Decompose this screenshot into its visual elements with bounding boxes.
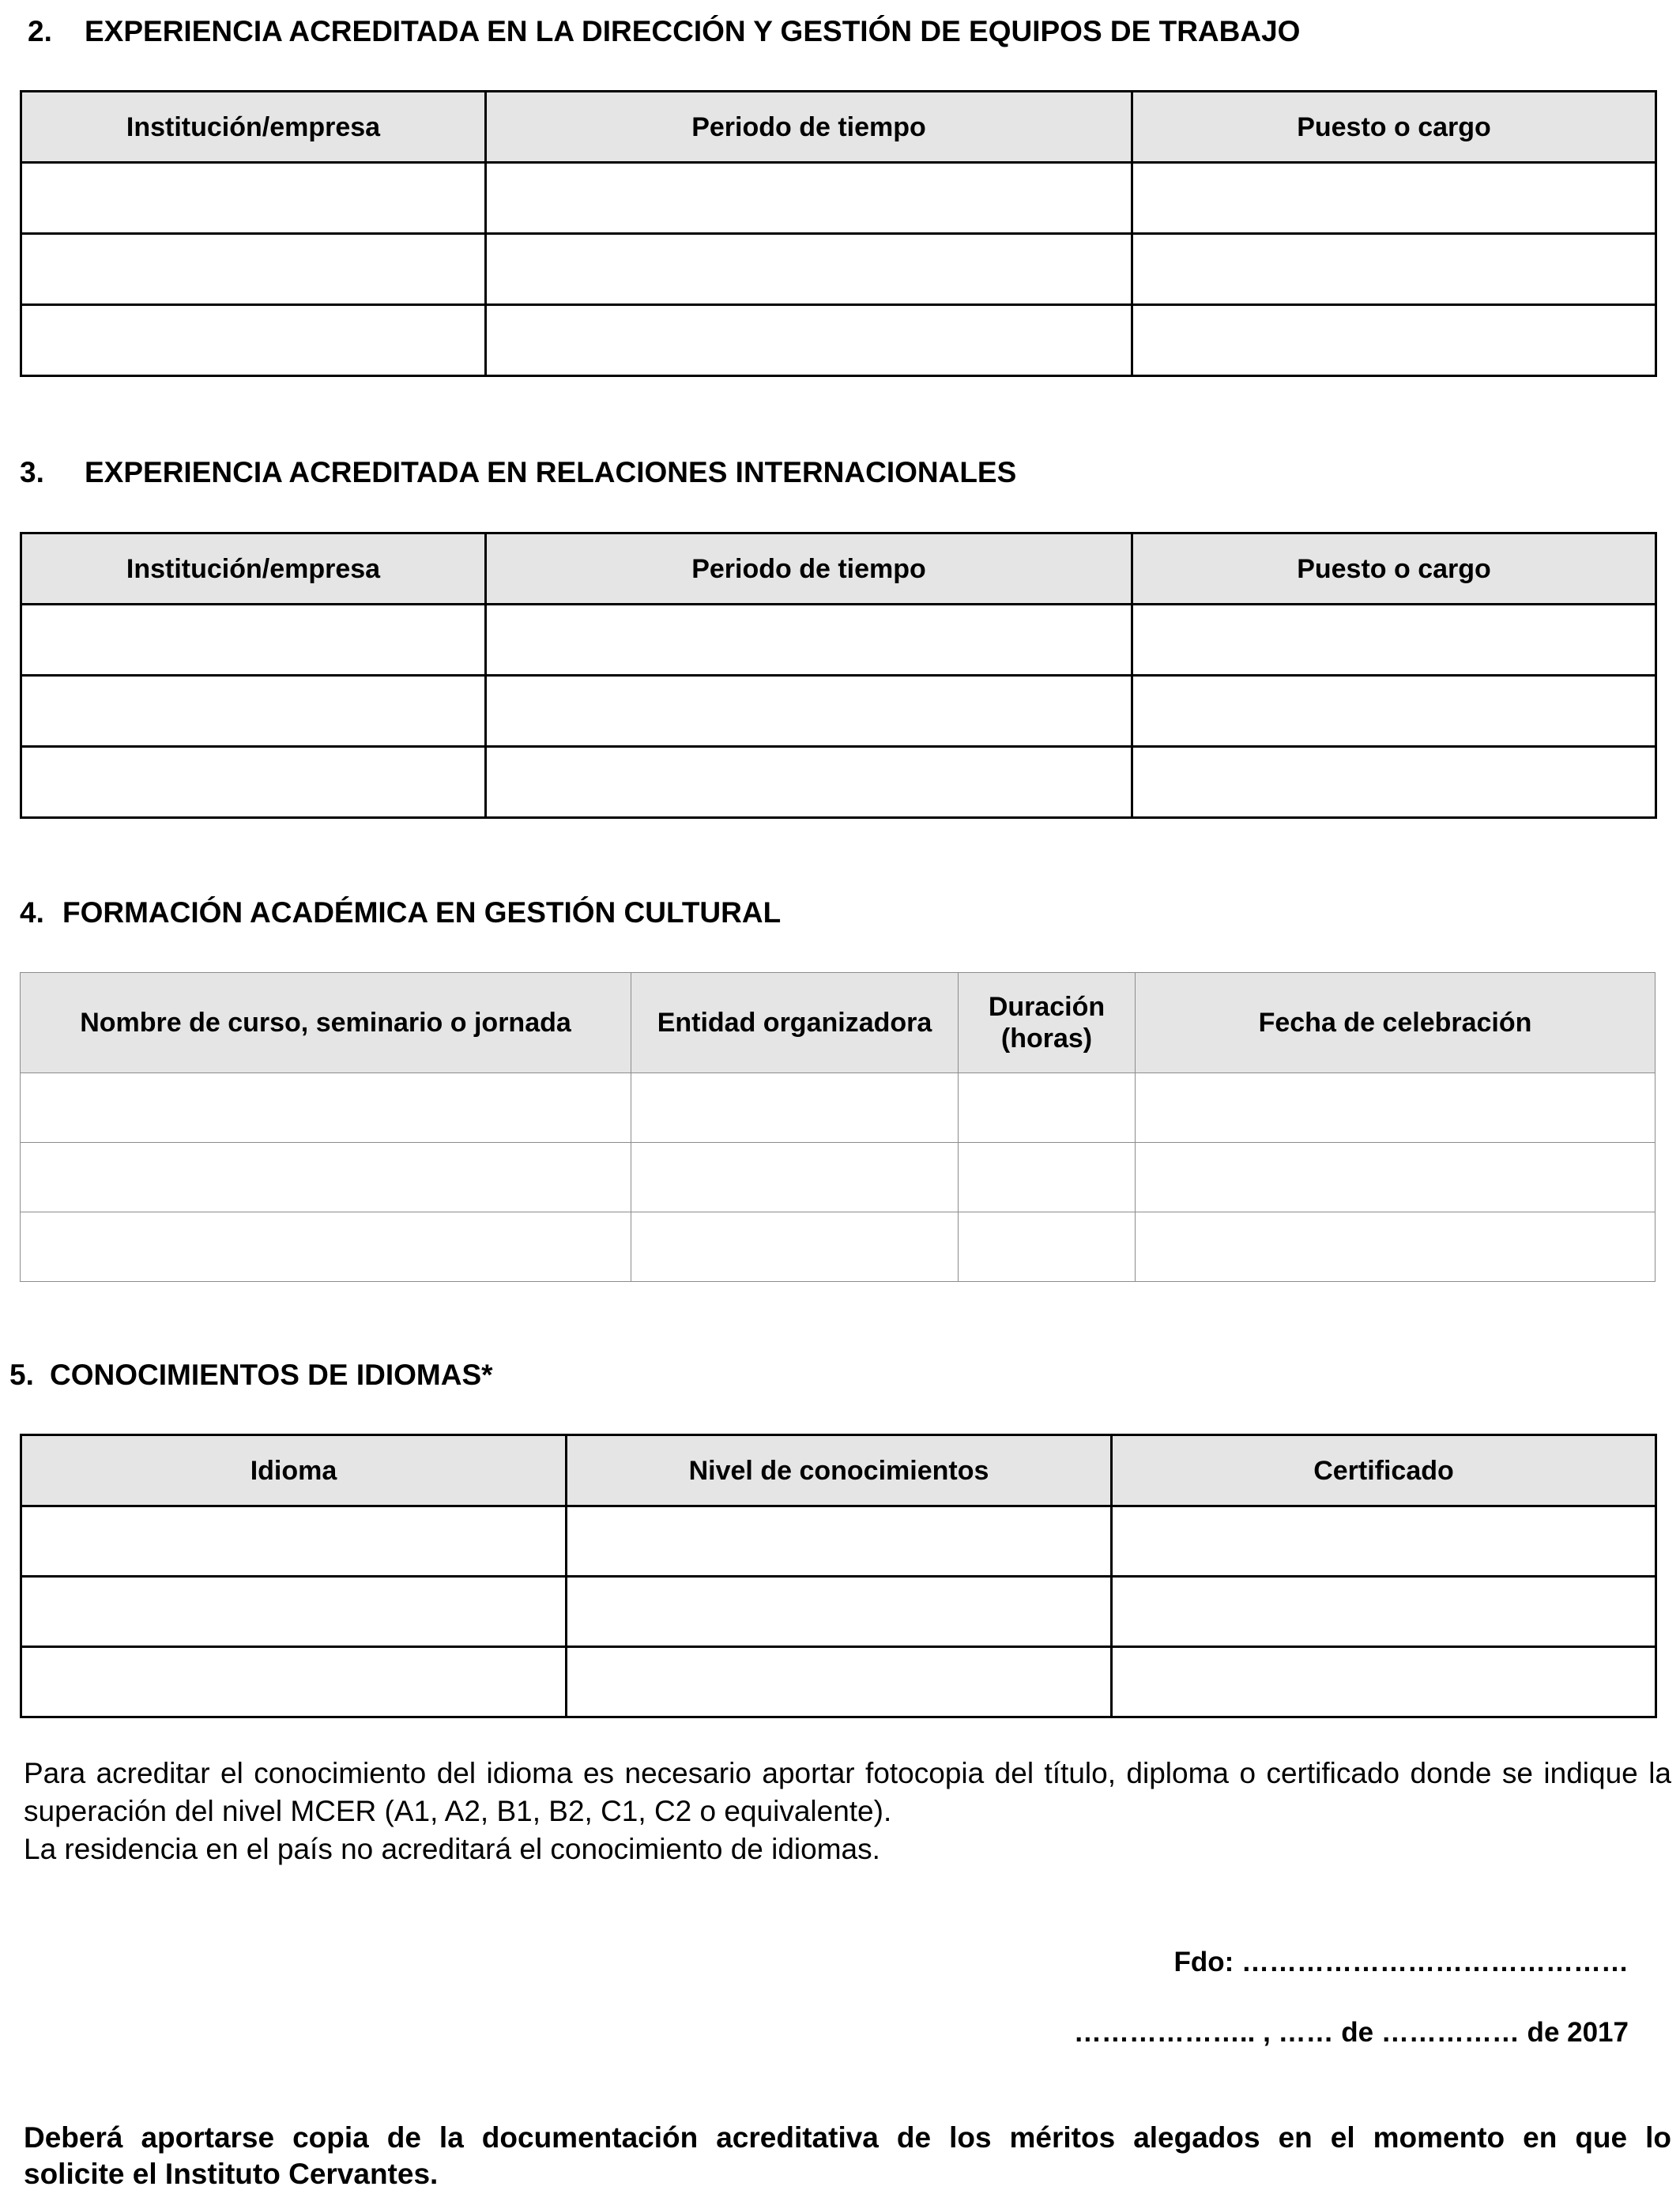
column-header: Duración (horas): [959, 973, 1136, 1073]
table-cell[interactable]: [1112, 1647, 1656, 1717]
academic-training-table: [20, 972, 1656, 1282]
note-paragraph: Para acreditar el conocimiento del idioma es necesario aportar fotocopia del título, diploma o certificado donde se indique la superación del nivel MCER (A1, A2, B1, B2, C1, C2 o equivalente).: [24, 1757, 1671, 1827]
table-cell[interactable]: [1136, 1212, 1656, 1282]
table-cell[interactable]: [631, 1143, 959, 1212]
table-row: [21, 1212, 1656, 1282]
column-header: Institución/empresa: [21, 92, 486, 163]
table-row: [21, 747, 1656, 818]
table-cell[interactable]: [1132, 676, 1656, 747]
section-3-heading: [20, 455, 1016, 490]
column-header: Nombre de curso, seminario o jornada: [21, 973, 631, 1073]
note-paragraph: La residencia en el país no acreditará el conocimiento de idiomas.: [24, 1833, 880, 1865]
table-row: [21, 1143, 1656, 1212]
table-cell[interactable]: [21, 605, 486, 676]
table-row: [21, 676, 1656, 747]
languages-table: [20, 1434, 1657, 1718]
table-cell[interactable]: [1132, 234, 1656, 305]
table-cell[interactable]: [486, 234, 1132, 305]
table-cell[interactable]: [1132, 163, 1656, 234]
table-cell[interactable]: [21, 234, 486, 305]
table-row: [21, 605, 1656, 676]
section-number: 3.: [20, 456, 44, 488]
section-title: EXPERIENCIA ACREDITADA EN LA DIRECCIÓN Y GESTIÓN DE EQUIPOS DE TRABAJO: [85, 15, 1301, 47]
table-cell[interactable]: [959, 1073, 1136, 1143]
column-header: Idioma: [21, 1435, 567, 1506]
table-cell[interactable]: [21, 676, 486, 747]
column-header: Nivel de conocimientos: [567, 1435, 1112, 1506]
table-cell[interactable]: [1136, 1143, 1656, 1212]
table-cell[interactable]: [1132, 605, 1656, 676]
section-title: CONOCIMIENTOS DE IDIOMAS*: [50, 1359, 493, 1391]
table-cell[interactable]: [486, 605, 1132, 676]
table-cell[interactable]: [1112, 1577, 1656, 1647]
table-row: [21, 1577, 1656, 1647]
language-note: [24, 1755, 1671, 1868]
table-cell[interactable]: [1136, 1073, 1656, 1143]
section-number: 5.: [9, 1359, 34, 1391]
section-number: 2.: [28, 15, 52, 47]
table-cell[interactable]: [21, 1073, 631, 1143]
table-cell[interactable]: [631, 1073, 959, 1143]
table-cell[interactable]: [21, 305, 486, 376]
table-cell[interactable]: [21, 163, 486, 234]
section-title: EXPERIENCIA ACREDITADA EN RELACIONES INTERNACIONALES: [85, 456, 1017, 488]
table-cell[interactable]: [567, 1506, 1112, 1577]
table-row: [21, 305, 1656, 376]
table-row: [21, 163, 1656, 234]
table-cell[interactable]: [486, 676, 1132, 747]
table-cell[interactable]: [21, 1212, 631, 1282]
section-number: 4.: [20, 896, 44, 929]
table-cell[interactable]: [486, 305, 1132, 376]
table-cell[interactable]: [486, 747, 1132, 818]
section-2-heading: [28, 14, 1300, 49]
column-header: Institución/empresa: [21, 533, 486, 605]
table-cell[interactable]: [567, 1577, 1112, 1647]
section-5-heading: [9, 1358, 493, 1393]
column-header: Certificado: [1112, 1435, 1656, 1506]
management-experience-table: [20, 90, 1657, 377]
table-cell[interactable]: [21, 1647, 567, 1717]
table-cell[interactable]: [21, 1577, 567, 1647]
table-cell[interactable]: [21, 747, 486, 818]
table-cell[interactable]: [631, 1212, 959, 1282]
signature-line: Fdo: ……………………………………: [1173, 1947, 1629, 1977]
table-row: [21, 1073, 1656, 1143]
table-cell[interactable]: [567, 1647, 1112, 1717]
column-header: Puesto o cargo: [1132, 533, 1656, 605]
column-header: Fecha de celebración: [1136, 973, 1656, 1073]
table-cell[interactable]: [21, 1506, 567, 1577]
table-cell[interactable]: [1132, 305, 1656, 376]
section-title: FORMACIÓN ACADÉMICA EN GESTIÓN CULTURAL: [62, 896, 782, 929]
column-header: Periodo de tiempo: [486, 533, 1132, 605]
column-header: Puesto o cargo: [1132, 92, 1656, 163]
table-row: [21, 1647, 1656, 1717]
date-line: ……………….. , …… de …………… de 2017: [1073, 2017, 1629, 2048]
international-relations-table: [20, 532, 1657, 819]
notice-line: solicite el Instituto Cervantes.: [24, 2158, 439, 2190]
table-cell[interactable]: [21, 1143, 631, 1212]
table-row: [21, 1506, 1656, 1577]
documentation-notice: [24, 2120, 1671, 2192]
notice-line: Deberá aportarse copia de la documentación acreditativa de los méritos alegados en el momento en que lo: [24, 2121, 1671, 2154]
table-cell[interactable]: [1132, 747, 1656, 818]
table-cell[interactable]: [959, 1212, 1136, 1282]
table-cell[interactable]: [486, 163, 1132, 234]
table-cell[interactable]: [1112, 1506, 1656, 1577]
column-header: Periodo de tiempo: [486, 92, 1132, 163]
table-row: [21, 234, 1656, 305]
section-4-heading: [20, 895, 781, 930]
column-header: Entidad organizadora: [631, 973, 959, 1073]
table-cell[interactable]: [959, 1143, 1136, 1212]
